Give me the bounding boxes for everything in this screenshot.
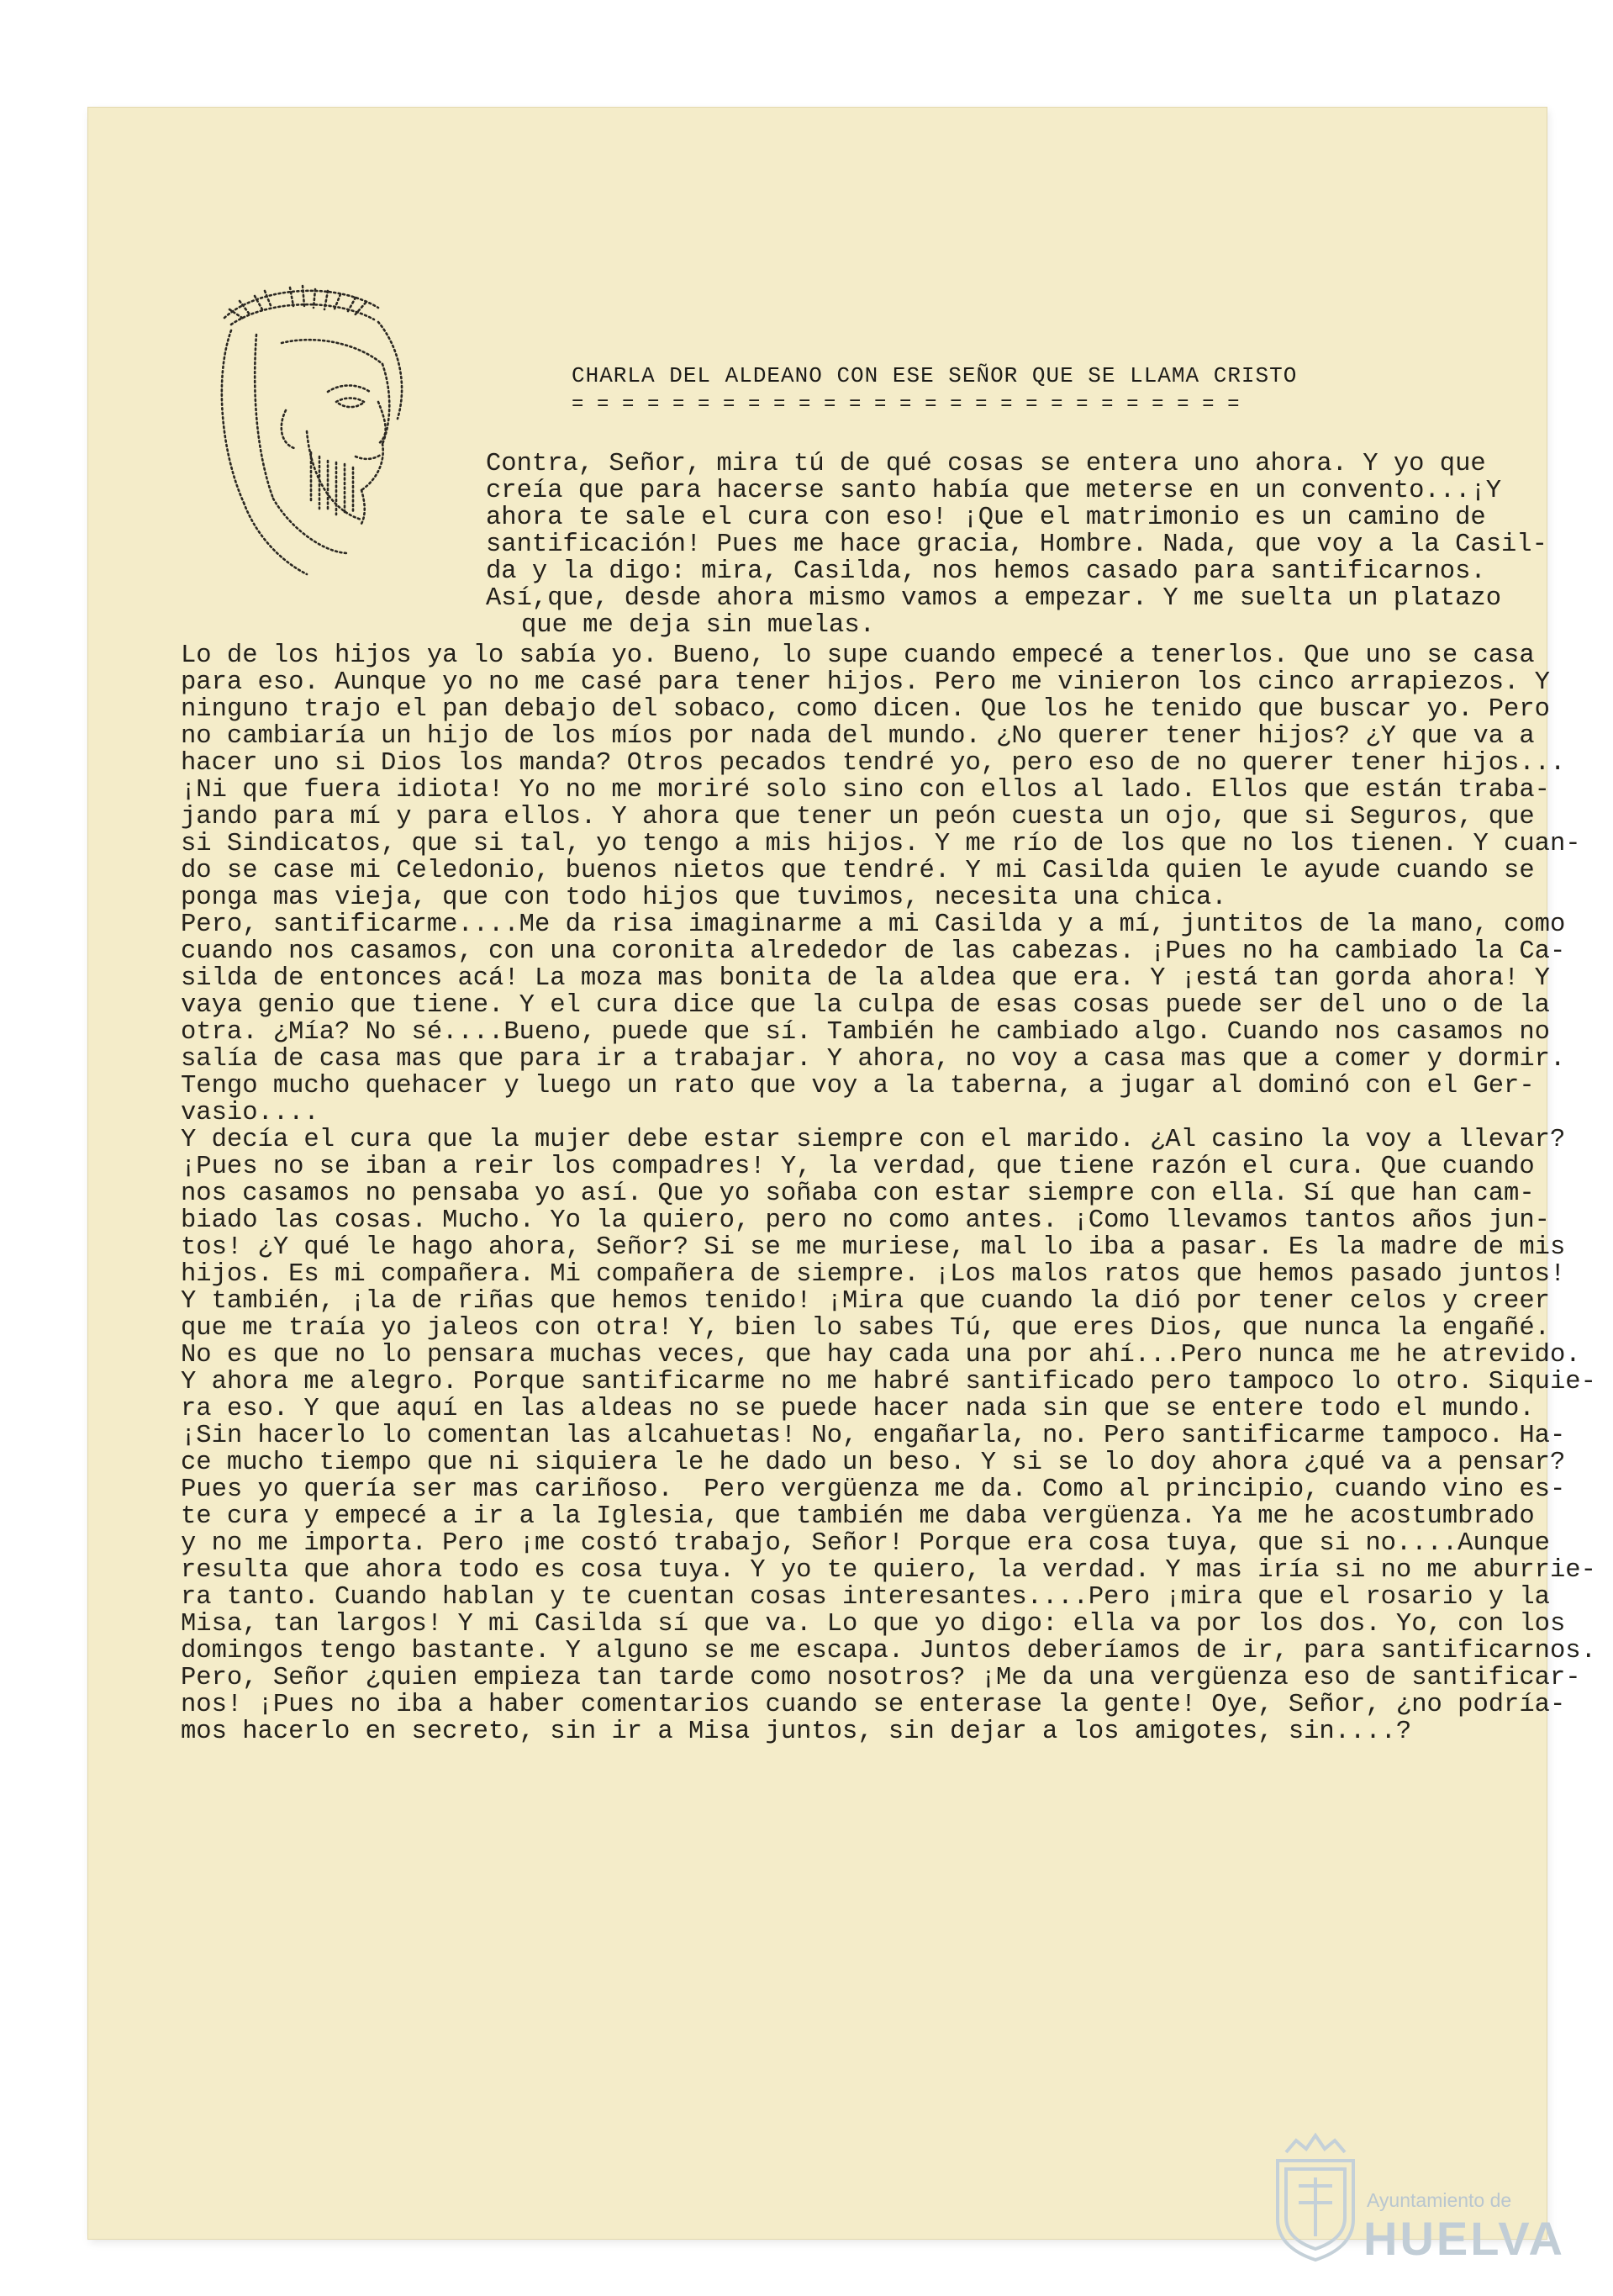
text-line: para eso. Aunque yo no me casé para tener hijos. Pero me vinieron los cinco arrapiezos. Y: [181, 668, 1550, 697]
text-line: ninguno trajo el pan debajo del sobaco, como dicen. Que los he tenido que buscar yo. Pero: [181, 695, 1550, 724]
text-line: hijos. Es mi compañera. Mi compañera de siempre. ¡Los malos ratos que hemos pasado juntos!: [181, 1260, 1566, 1289]
text-line: resulta que ahora todo es cosa tuya. Y yo te quiero, la verdad. Y mas iría si no me aburrie-: [181, 1556, 1596, 1585]
document-title: CHARLA DEL ALDEANO CON ESE SEÑOR QUE SE LLAMA CRISTO: [572, 363, 1298, 388]
text-line: silda de entonces acá! La moza mas bonita de la aldea que era. Y ¡está tan gorda ahora! Y: [181, 964, 1550, 993]
text-line: Y ahora me alegro. Porque santificarme no me habré santificado pero tampoco lo otro. Siquie-: [181, 1368, 1596, 1396]
text-line: que me deja sin muelas.: [521, 611, 875, 640]
text-line: hacer uno si Dios los manda? Otros pecados tendré yo, pero eso de no querer tener hijos...: [181, 749, 1566, 778]
text-line: si Sindicatos, que si tal, yo tengo a mis hijos. Y me río de los que no los tienen. Y cuan-: [181, 830, 1581, 858]
text-line: salía de casa mas que para ir a trabajar. Y ahora, no voy a casa mas que a comer y dormir.: [181, 1045, 1566, 1074]
text-line: do se case mi Celedonio, buenos nietos que tendré. Y mi Casilda quien le ayude cuando se: [181, 857, 1535, 885]
text-line: biado las cosas. Mucho. Yo la quiero, pero no como antes. ¡Como llevamos tantos años jun-: [181, 1206, 1550, 1235]
text-line: ¡Sin hacerlo lo comentan las alcahuetas! No, engañarla, no. Pero santificarme tampoco. Ha-: [181, 1422, 1566, 1450]
text-line: ra tanto. Cuando hablan y te cuentan cosas interesantes....Pero ¡mira que el rosario y la: [181, 1583, 1550, 1612]
christ-portrait-drawing: [206, 284, 488, 591]
text-line: vaya genio que tiene. Y el cura dice que la culpa de esas cosas puede ser del uno o de la: [181, 991, 1550, 1020]
text-line: Y también, ¡la de riñas que hemos tenido! ¡Mira que cuando la dió por tener celos y creer: [181, 1287, 1550, 1316]
text-line: Pues yo quería ser mas cariñoso. Pero vergüenza me da. Como al principio, cuando vino es-: [181, 1475, 1566, 1504]
text-line: santificación! Pues me hace gracia, Hombre. Nada, que voy a la Casil-: [486, 530, 1547, 559]
watermark-city: HUELVA: [1363, 2212, 1565, 2265]
text-line: Así,que, desde ahora mismo vamos a empezar. Y me suelta un platazo: [486, 584, 1501, 613]
text-line: Y decía el cura que la mujer debe estar siempre con el marido. ¿Al casino la voy a llevar?: [181, 1126, 1566, 1154]
text-line: Misa, tan largos! Y mi Casilda sí que va. Lo que yo digo: ella va por los dos. Yo, con los: [181, 1610, 1566, 1639]
text-line: y no me importa. Pero ¡me costó trabajo, Señor! Porque era cosa tuya, que si no....Aunque: [181, 1529, 1550, 1558]
text-line: que me traía yo jaleos con otra! Y, bien lo sabes Tú, que eres Dios, que nunca la engañé.: [181, 1314, 1550, 1343]
text-line: ra eso. Y que aquí en las aldeas no se puede hacer nada sin que se entere todo el mundo.: [181, 1395, 1535, 1423]
text-line: nos! ¡Pues no iba a haber comentarios cuando se enterase la gente! Oye, Señor, ¿no podría-: [181, 1691, 1566, 1719]
text-line: Lo de los hijos ya lo sabía yo. Bueno, lo supe cuando empecé a tenerlos. Que uno se casa: [181, 641, 1535, 670]
text-line: mos hacerlo en secreto, sin ir a Misa juntos, sin dejar a los amigotes, sin....?: [181, 1718, 1412, 1746]
text-line: te cura y empecé a ir a la Iglesia, que también me daba vergüenza. Ya me he acostumbrado: [181, 1502, 1535, 1531]
text-line: jando para mí y para ellos. Y ahora que tener un peón cuesta un ojo, que si Seguros, que: [181, 803, 1535, 831]
text-line: da y la digo: mira, Casilda, nos hemos casado para santificarnos.: [486, 557, 1486, 586]
title-underline: = = = = = = = = = = = = = = = = = = = = = = = = = = =: [572, 393, 1241, 416]
text-line: ponga mas vieja, que con todo hijos que tuvimos, necesita una chica.: [181, 884, 1227, 912]
text-line: cuando nos casamos, con una coronita alrededor de las cabezas. ¡Pues no ha cambiado la Ca-: [181, 937, 1566, 966]
text-line: ahora te sale el cura con eso! ¡Que el matrimonio es un camino de: [486, 504, 1486, 532]
text-line: ¡Ni que fuera idiota! Yo no me moriré solo sino con ellos al lado. Ellos que están traba-: [181, 776, 1550, 805]
text-line: creía que para hacerse santo había que meterse en un convento...¡Y: [486, 477, 1501, 505]
text-line: vasio....: [181, 1099, 319, 1127]
text-line: ce mucho tiempo que ni siquiera le he dado un beso. Y si se lo doy ahora ¿qué va a pensar?: [181, 1449, 1566, 1477]
text-line: Pero, Señor ¿quien empieza tan tarde como nosotros? ¡Me da una vergüenza eso de santificar-: [181, 1664, 1581, 1692]
text-line: Tengo mucho quehacer y luego un rato que voy a la taberna, a jugar al dominó con el Ger-: [181, 1072, 1535, 1100]
text-line: no cambiaría un hijo de los míos por nada del mundo. ¿No querer tener hijos? ¿Y que va a: [181, 722, 1535, 751]
text-line: ¡Pues no se iban a reir los compadres! Y, la verdad, que tiene razón el cura. Que cuando: [181, 1153, 1535, 1181]
text-line: Contra, Señor, mira tú de qué cosas se entera uno ahora. Y yo que: [486, 450, 1486, 478]
text-line: Pero, santificarme....Me da risa imaginarme a mi Casilda y a mí, juntitos de la mano, como: [181, 910, 1566, 939]
text-line: No es que no lo pensara muchas veces, que hay cada una por ahí...Pero nunca me he atrevido.: [181, 1341, 1581, 1370]
text-line: otra. ¿Mía? No sé....Bueno, puede que sí. También he cambiado algo. Cuando nos casamos no: [181, 1018, 1550, 1047]
text-line: nos casamos no pensaba yo así. Que yo soñaba con estar siempre con ella. Sí que han cam-: [181, 1180, 1535, 1208]
watermark-organization: Ayuntamiento de: [1367, 2189, 1512, 2211]
text-line: tos! ¿Y qué le hago ahora, Señor? Si se me muriese, mal lo iba a pasar. Es la madre de mis: [181, 1233, 1566, 1262]
text-line: domingos tengo bastante. Y alguno se me escapa. Juntos deberíamos de ir, para santificarnos.: [181, 1637, 1596, 1665]
